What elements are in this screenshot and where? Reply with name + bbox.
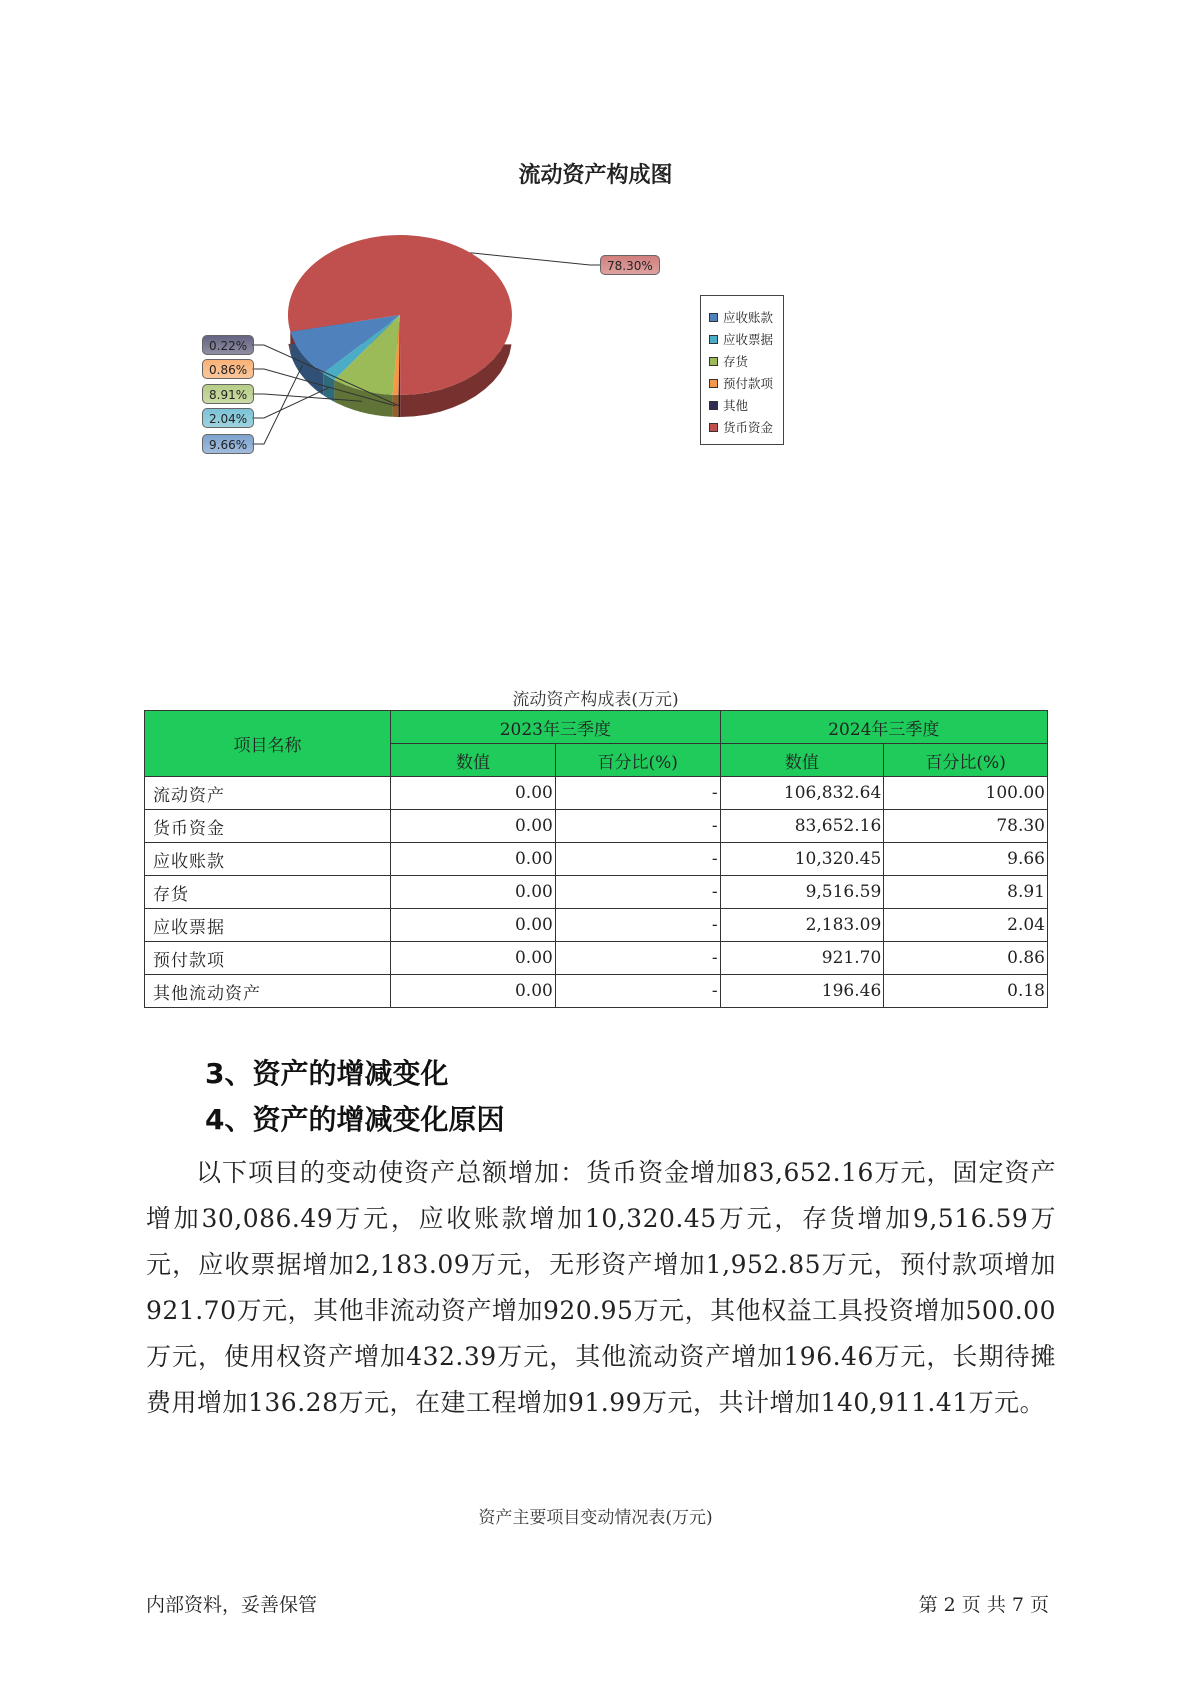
legend-swatch bbox=[709, 335, 718, 344]
cell-p2024: 8.91 bbox=[884, 876, 1048, 909]
table-row bbox=[145, 909, 1048, 942]
pie-leader-line bbox=[252, 365, 302, 444]
cell-v2024: 10,320.45 bbox=[720, 843, 884, 876]
legend-label: 应收票据 bbox=[723, 332, 774, 347]
cell-p2024: 2.04 bbox=[884, 909, 1048, 942]
cell-v2023: 0.00 bbox=[391, 975, 556, 1008]
table-row bbox=[145, 777, 1048, 810]
cell-name: 其他流动资产 bbox=[145, 975, 391, 1008]
cell-v2023: 0.00 bbox=[391, 909, 556, 942]
cell-p2023: - bbox=[555, 909, 720, 942]
legend-label: 货币资金 bbox=[723, 420, 774, 435]
footer-page-number: 第 2 页 共 7 页 bbox=[918, 1594, 1049, 1616]
heading-asset-change-reason: 4、资产的增减变化原因 bbox=[205, 1103, 505, 1136]
pie-chart bbox=[195, 225, 665, 445]
table-row bbox=[145, 810, 1048, 843]
cell-p2024: 0.86 bbox=[884, 942, 1048, 975]
cell-v2024: 196.46 bbox=[720, 975, 884, 1008]
pie-percent-label: 0.22% bbox=[202, 335, 254, 355]
legend-item bbox=[701, 394, 783, 416]
pie-leader-line bbox=[470, 253, 600, 265]
legend-swatch bbox=[709, 423, 718, 432]
pie-percent-label: 2.04% bbox=[202, 408, 254, 428]
cell-name: 流动资产 bbox=[145, 777, 391, 810]
cell-p2023: - bbox=[555, 975, 720, 1008]
cell-name: 应收账款 bbox=[145, 843, 391, 876]
table-row bbox=[145, 843, 1048, 876]
table-caption: 流动资产构成表(万元) bbox=[512, 690, 679, 710]
cell-v2023: 0.00 bbox=[391, 876, 556, 909]
cell-p2024: 78.30 bbox=[884, 810, 1048, 843]
header-period-2023: 2023年三季度 bbox=[391, 711, 721, 744]
pie-percent-label: 78.30% bbox=[600, 255, 660, 275]
legend-item bbox=[701, 306, 783, 328]
footer-confidential: 内部资料，妥善保管 bbox=[146, 1594, 318, 1616]
cell-p2023: - bbox=[555, 810, 720, 843]
cell-v2024: 9,516.59 bbox=[720, 876, 884, 909]
cell-p2023: - bbox=[555, 876, 720, 909]
header-pct-2023: 百分比(%) bbox=[555, 744, 720, 777]
cell-v2024: 921.70 bbox=[720, 942, 884, 975]
heading-asset-change: 3、资产的增减变化 bbox=[205, 1057, 449, 1090]
cell-p2023: - bbox=[555, 843, 720, 876]
legend-item bbox=[701, 372, 783, 394]
header-value-2023: 数值 bbox=[391, 744, 556, 777]
cell-v2023: 0.00 bbox=[391, 777, 556, 810]
legend-item bbox=[701, 328, 783, 350]
current-assets-table bbox=[144, 710, 1048, 1008]
cell-p2024: 100.00 bbox=[884, 777, 1048, 810]
cell-name: 预付款项 bbox=[145, 942, 391, 975]
cell-v2023: 0.00 bbox=[391, 843, 556, 876]
cell-v2024: 83,652.16 bbox=[720, 810, 884, 843]
cell-name: 货币资金 bbox=[145, 810, 391, 843]
legend-swatch bbox=[709, 379, 718, 388]
table-row bbox=[145, 942, 1048, 975]
cell-name: 存货 bbox=[145, 876, 391, 909]
header-item-name: 项目名称 bbox=[145, 711, 391, 777]
header-value-2024: 数值 bbox=[720, 744, 884, 777]
cell-v2023: 0.00 bbox=[391, 942, 556, 975]
chart-legend bbox=[700, 295, 784, 445]
header-pct-2024: 百分比(%) bbox=[884, 744, 1048, 777]
header-period-2024: 2024年三季度 bbox=[720, 711, 1047, 744]
cell-v2024: 106,832.64 bbox=[720, 777, 884, 810]
asset-change-paragraph: 以下项目的变动使资产总额增加：货币资金增加83,652.16万元，固定资产增加30,086.49万元，应收账款增加10,320.45万元，存货增加9,516.59万元，应收票据增加2,183.09万元，无形资产增加1,952.85万元，预付款项增加921.70万元，其他非流动资产增加920.95万元，其他权益工具投资增加500.00万元，使用权资产增加432.39万元，其他流动资产增加196.46万元，长期待摊费用增加136.28万元，在建工程增加91.99万元，共计增加140,911.41万元。 bbox=[146, 1158, 1056, 1417]
cell-p2024: 0.18 bbox=[884, 975, 1048, 1008]
legend-label: 其他 bbox=[723, 398, 749, 413]
table-row bbox=[145, 975, 1048, 1008]
cell-name: 应收票据 bbox=[145, 909, 391, 942]
table-body bbox=[145, 777, 1048, 1008]
table-row bbox=[145, 876, 1048, 909]
legend-swatch bbox=[709, 313, 718, 322]
pie-percent-label: 9.66% bbox=[202, 434, 254, 454]
cell-p2023: - bbox=[555, 942, 720, 975]
cell-v2023: 0.00 bbox=[391, 810, 556, 843]
chart-title: 流动资产构成图 bbox=[518, 163, 673, 188]
legend-label: 存货 bbox=[723, 354, 749, 369]
pie-leader-line bbox=[252, 388, 329, 418]
pie-percent-label: 0.86% bbox=[202, 359, 254, 379]
cell-p2023: - bbox=[555, 777, 720, 810]
legend-item bbox=[701, 416, 783, 438]
legend-swatch bbox=[709, 401, 718, 410]
legend-item bbox=[701, 350, 783, 372]
legend-label: 预付款项 bbox=[723, 376, 774, 391]
legend-swatch bbox=[709, 357, 718, 366]
cell-p2024: 9.66 bbox=[884, 843, 1048, 876]
pie-percent-label: 8.91% bbox=[202, 384, 254, 404]
legend-label: 应收账款 bbox=[723, 310, 774, 325]
cell-v2024: 2,183.09 bbox=[720, 909, 884, 942]
table2-caption: 资产主要项目变动情况表(万元) bbox=[478, 1508, 713, 1528]
